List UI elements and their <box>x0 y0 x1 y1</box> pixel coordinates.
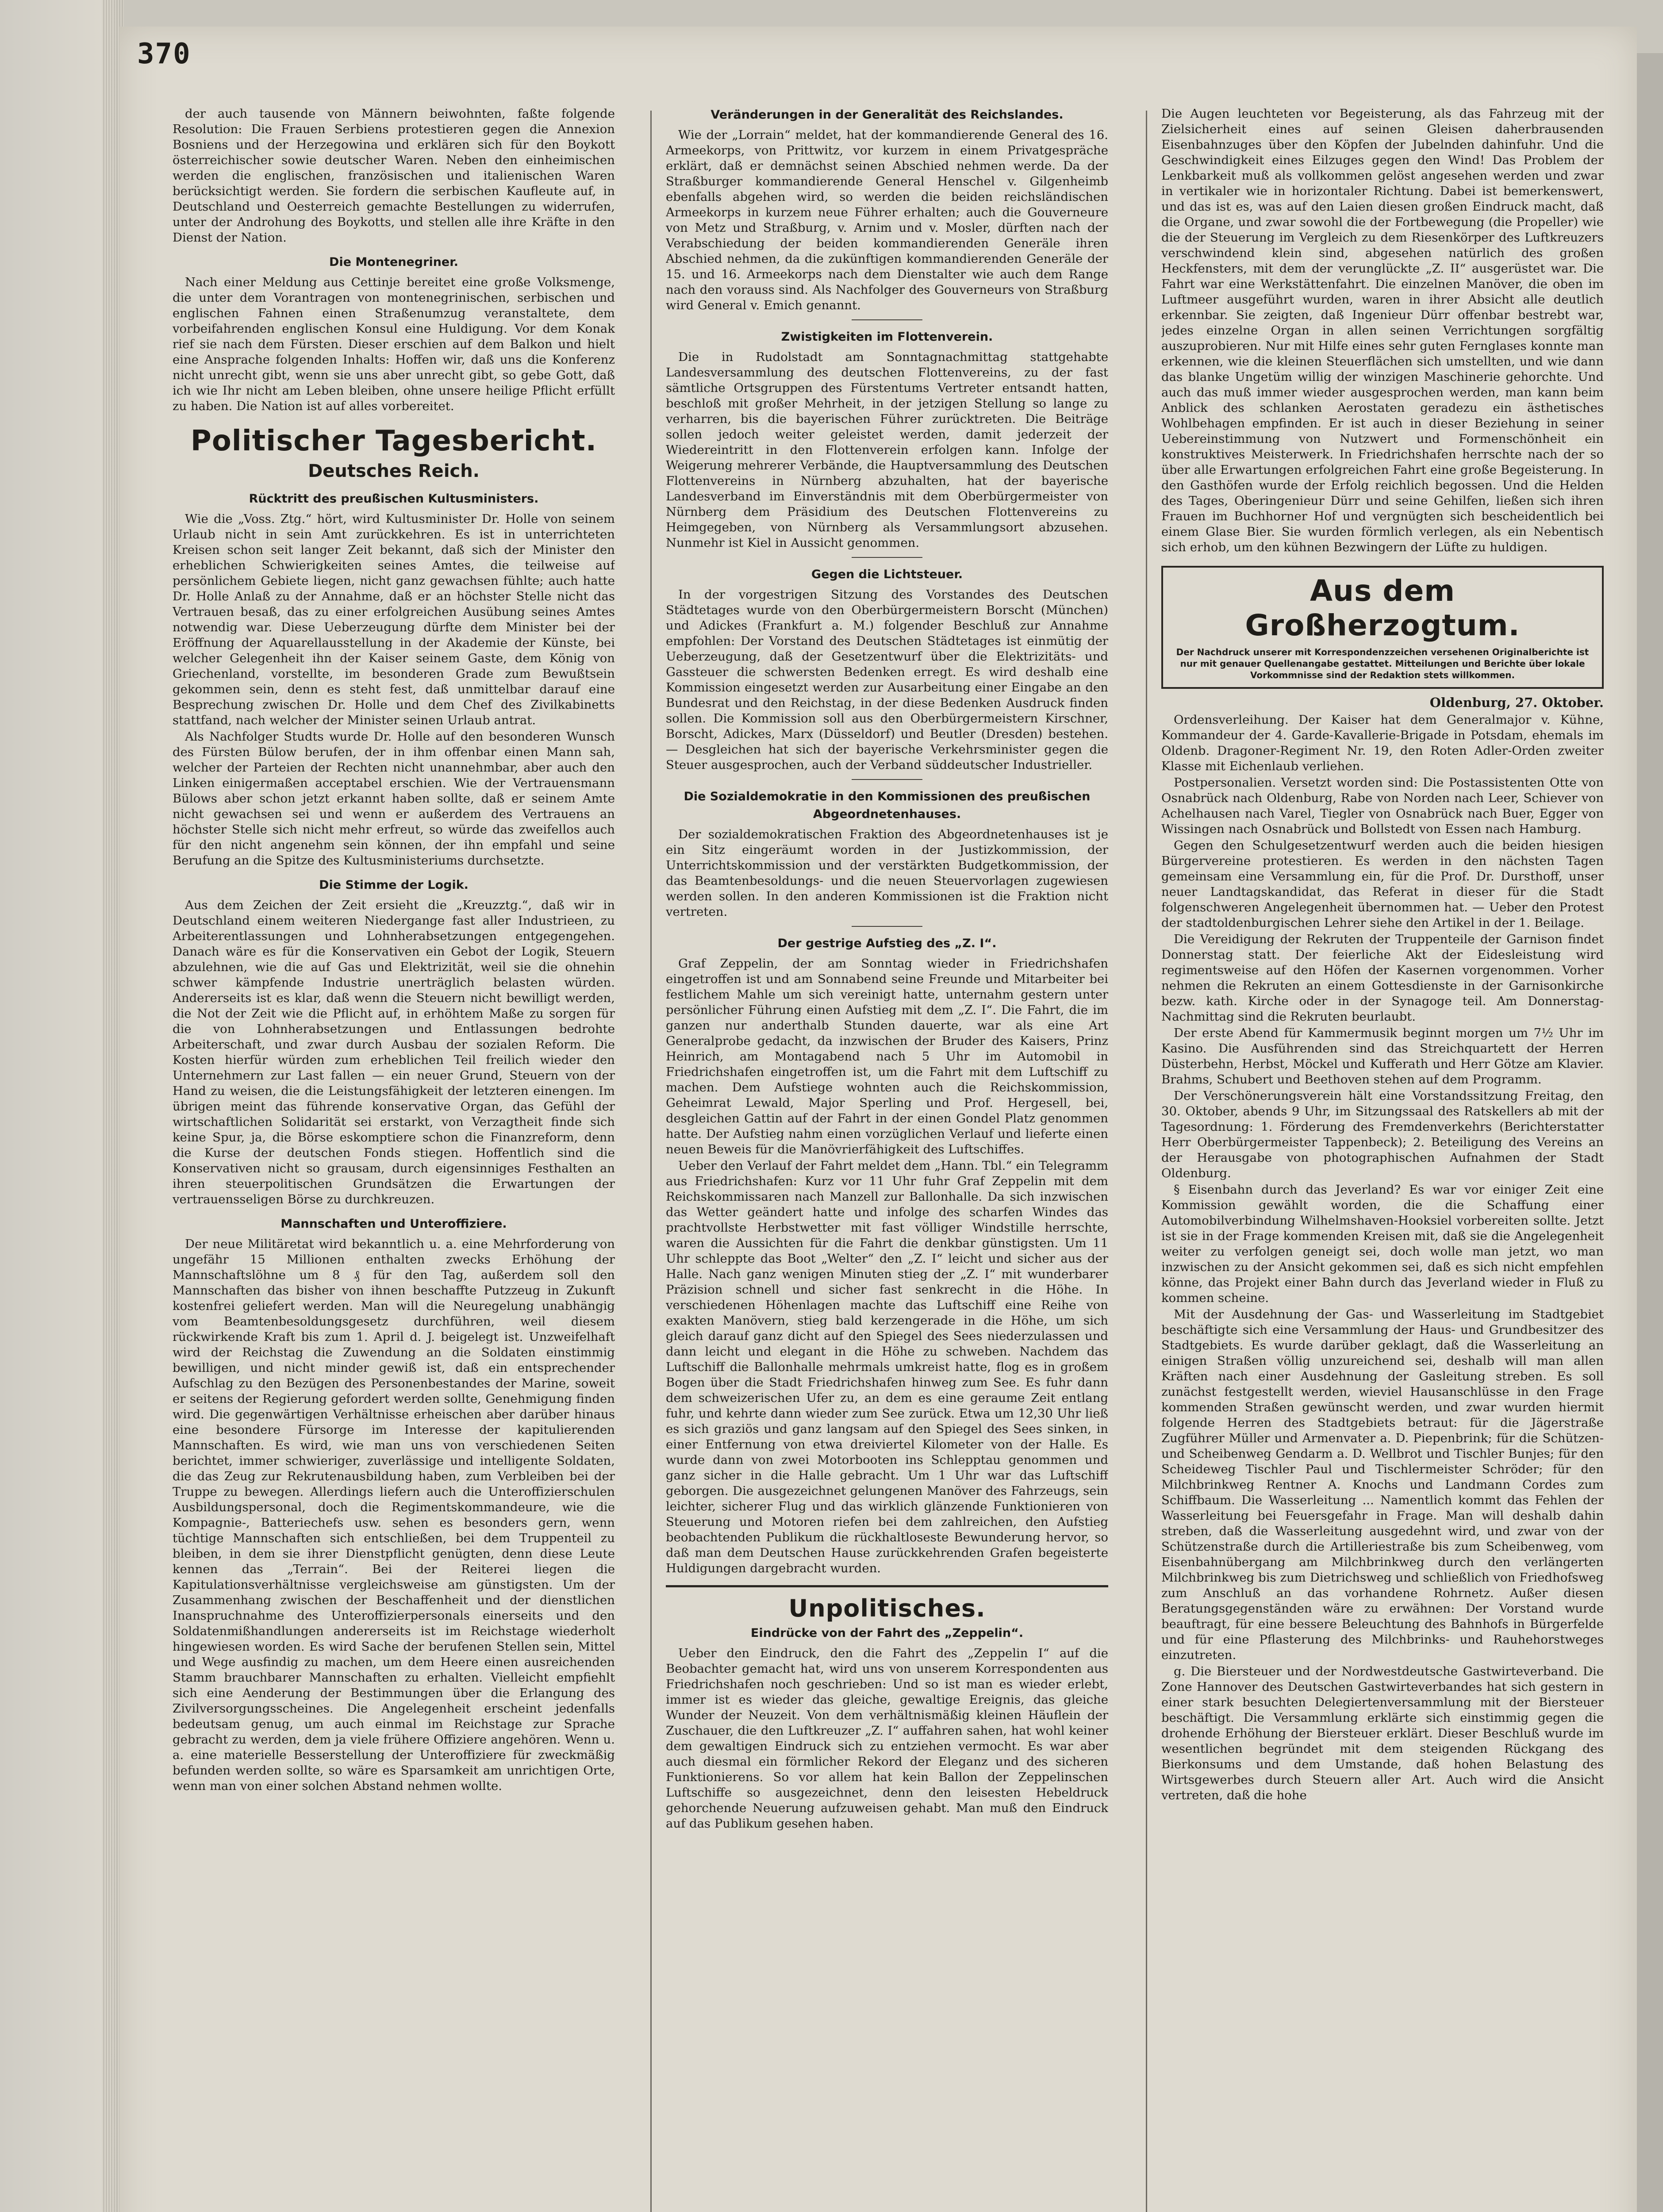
section-title-lichtsteuer: Gegen die Lichtsteuer. <box>811 568 963 581</box>
biersteuer-paragraph: g. Die Biersteuer und der Nordwestdeutsche Gastwirteverband. Die Zone Hannover des Deutschen Gastwirteverbandes hat sich gestern in einer stark besuchten Delegiertenversammlung mit der Biersteuer beschäftigt. Die Versammlung erklärte sich einstimmig gegen die drohende Erhöhung der Biersteuer erklärt. Dieser Beschluß wurde im wesentlichen begründet mit dem steigenden Rückgang des Bierkonsums und dem Umstande, daß hohen Belastung des Wirtsgewerbes durch Steuern aller Art. Auch wird die Ansicht vertreten, daß die hohe <box>1161 1664 1604 1802</box>
eisenbahn-paragraph: § Eisenbahn durch das Jeverland? Es war vor einiger Zeit eine Kommission gewählt worden, die die Schaffung einer Automobilverbindung Wilhelmshaven-Hooksiel vorbereiten sollte. Jetzt ist sie in der Frage kommenden Kreisen mit, daß sie die Angelegenheit weiter zu verfolgen geneigt sei, doch wolle man jetzt, wo man inzwischen zu der Ansicht gekommen sei, daß es sich nicht empfehlen könne, das Projekt einer Bahn durch das Jeverland wieder in Fluß zu kommen scheine. <box>1161 1183 1604 1305</box>
zeppelin-continued-paragraph: Die Augen leuchteten vor Begeisterung, als das Fahrzeug mit der Zielsicherheit eines auf seinen Gleisen daherbrausenden Eisenbahnzuges über den Köpfen der Jubelnden dahinfuhr. Und die Geschwindigkeit eines Eilzuges gegen den Wind! Das Problem der Lenkbarkeit muß als vollkommen gelöst angesehen werden und zwar in vertikaler wie in horizontaler Richtung. Dabei ist bemerkenswert, und das ist es, was auf den Laien diesen großen Eindruck macht, daß die Organe, und zwar sowohl die der Fortbewegung (die Propeller) wie die der Steuerung im Vergleich zu dem Riesenkörper des Luftkreuzers verschwindend klein sind, abgesehen natürlich des großen Heckfensters, mit dem der verunglückte „Z. II“ ausgerüstet war. Die Fahrt war eine Werkstättenfahrt. Die einzelnen Manöver, die oben im Luftmeer ausgeführt wurden, waren in ihrer Absicht alle deutlich erkennbar. Sie zeigten, daß Ingenieur Dürr offenbar bestrebt war, jedes einzelne Organ in allen seinen Verrichtungen sorgfältig auszuprobieren. Nur mit Hilfe eines sehr guten Fernglases konnte man erkennen, wie die kleinen Steuerflächen sich umstellten, und wie dann das blanke Ungetüm willig der winzigen Maschinerie gehorchte. Und auch das muß immer wieder ausgesprochen werden, man kann beim Anblick des schlanken Aerostaten geradezu ein ästhetisches Wohlbehagen empfinden. Er ist auch in dieser Beziehung in seiner Uebereinstimmung von Nutzwert und Formenschönheit ein konstruktives Meisterwerk. In Friedrichshafen herrschte nach der so über alle Erwartungen erfolgreichen Fahrt eine große Begeisterung. In den Gasthöfen wurde der Erfolg reichlich begossen. Und die Helden des Tages, Oberingenieur Dürr und seine Gehilfen, ließen sich ihren Frauen im Buchhorner Hof und vergnügten sich bescheidentlich bei einem Glase Bier. Sie wurden förmlich verlegen, als ein Nebentisch sich erhob, um den kühnen Bezwingern der Lüfte zu huldigen. <box>1161 107 1604 554</box>
eindruecke-paragraph: Ueber den Eindruck, den die Fahrt des „Zeppelin I“ auf die Beobachter gemacht hat, wird uns von unserem Korrespondenten aus Friedrichshafen noch geschrieben: Und so ist man es wieder erlebt, immer ist es wieder das gleiche, gewaltige Ereignis, das gleiche Wunder der Neuzeit. Von dem verhältnismäßig kleinen Häuflein der Zuschauer, die den Luftkreuzer „Z. I“ auffahren sahen, hat wohl keiner dem gewaltigen Eindruck sich zu entziehen vermocht. Es war aber auch diesmal ein förmlicher Rekord der Eleganz und des sicheren Funktionierens. So vor allem hat kein Ballon der Zeppelinschen Luftschiffe so ausgezeichnet, denn den leisesten Hebeldruck gehorchende Neuerung aufzuweisen gehabt. Man muß den Eindruck auf das Publikum gesehen haben. <box>666 1646 1108 1831</box>
aufstieg-paragraph-1: Graf Zeppelin, der am Sonntag wieder in Friedrichshafen eingetroffen ist und am Sonnabend seine Freunde und Mitarbeiter bei festlichem Mahle um sich vereinigt hatte, unternahm gestern unter persönlicher Führung einen Aufstieg mit dem „Z. I“. Die Fahrt, die im ganzen nur anderthalb Stunden dauerte, war als eine Art Generalprobe gedacht, da inzwischen der Bruder des Kaisers, Prinz Heinrich, am Montagabend nach 5 Uhr im Automobil in Friedrichshafen eingetroffen ist, um die Fahrt mit dem Luftschiff zu machen. Dem Aufstiege wohnten auch die Reichskommission, Geheimrat Lewald, Major Sperling und Prof. Hergesell, bei, desgleichen Gattin auf der Fahrt in der einen Gondel Platz genommen hatte. Der Aufstieg nahm einen vorzüglichen Verlauf und lieferte einen neuen Beweis für die Manövrierfähigkeit des Luftschiffes. <box>666 956 1108 1156</box>
lichtsteuer-paragraph: In der vorgestrigen Sitzung des Vorstandes des Deutschen Städtetages wurde von den Oberbürgermeistern Borscht (München) und Adickes (Frankfurt a. M.) folgender Beschluß zur Annahme empfohlen: Der Vorstand des Deutschen Städtetages ist einmütig der Ueberzeugung, daß der Gesetzentwurf über die Elektrizitäts- und Gassteuer die schwersten Bedenken erregt. Es wird deshalb eine Kommission eingesetzt werden zur Ausarbeitung einer Eingabe an den Bundesrat und den Reichstag, in der diese Bedenken Ausdruck finden sollen. Die Kommission soll aus den Oberbürgermeistern Kirschner, Borscht, Adickes, Marx (Düsseldorf) und Beutler (Dresden) bestehen. — Desgleichen hat sich der bayerische Verkehrsminister gegen die Steuer ausgesprochen, auch der Verband süddeutscher Industrieller. <box>666 588 1108 772</box>
unpolitisches-headline: Unpolitisches. <box>788 1594 986 1622</box>
unteroffiziere-paragraph: Der neue Militäretat wird bekanntlich u. a. eine Mehrforderung von ungefähr 15 Millionen enthalten zwecks Erhöhung der Mannschaftslöhne um 8 ₰ für den Tag, außerdem soll den Mannschaften das bisher von ihnen beschaffte Putzzeug in Zukunft kostenfrei geliefert werden. Man will die Neuregelung unabhängig vom Beamtenbesoldungsgesetz durchführen, weil diesem rückwirkende Kraft bis zum 1. April d. J. beigelegt ist. Unzweifelhaft wird der Reichstag die Zuwendung an die Soldaten einstimmig bewilligen, und nicht minder gewiß ist, daß ein entsprechender Aufschlag zu den Bezügen des Personenbestandes der Marine, soweit er seitens der Regierung gefordert werden sollte, Genehmigung finden wird. Die gegenwärtigen Verhältnisse erheischen aber darüber hinaus eine besondere Fürsorge im Interesse der kapitulierenden Mannschaften. Es wird, wie man uns von verschiedenen Seiten berichtet, immer schwieriger, zuverlässige und intelligente Soldaten, die das Zeug zur Rekrutenausbildung haben, zum Verbleiben bei der Truppe zu bewegen. Allerdings liefern auch die Unteroffizierschulen Ausbildungspersonal, doch die Regimentskommandeure, wie die Kompagnie-, Batteriechefs usw. sehen es besonders gern, wenn tüchtige Mannschaften sich entschließen, bei dem Truppenteil zu bleiben, in dem sie ihrer Dienstpflicht genügten, denn diese Leute kennen das „Terrain“. Bei der Reiterei liegen die Kapitulationsverhältnisse vergleichsweise am günstigsten. Um der Zusammenhang zwischen der Beschaffenheit und der dienstlichen Inanspruchnahme des Unteroffizierpersonals einerseits und den Soldatenmißhandlungen andererseits ist im Reichstage wiederholt hingewiesen worden. Es wird Sache der berufenen Stellen sein, Mittel und Wege ausfindig zu machen, um dem Heere einen ausreichenden Stamm brauchbarer Mannschaften zu erhalten. Vielleicht empfiehlt sich eine Aenderung der Bestimmungen über die Erlangung des Zivilversorgungsscheines. Die Angelegenheit erscheint jedenfalls bedeutsam genug, um auch einmal im Reichstage zur Sprache gebracht zu werden, dem ja viele frühere Offiziere angehören. Wenn u. a. eine materielle Besserstellung der Unteroffiziere für zweckmäßig befunden werden sollte, so wäre es Sparsamkeit am unrichtigen Orte, wenn man von einer solchen Abstand nehmen wollte. <box>173 1237 615 1793</box>
column-divider <box>1146 111 1147 2212</box>
verschoenerung-paragraph: Der Verschönerungsverein hält eine Vorstandssitzung Freitag, den 30. Oktober, abends 9 Uhr, im Sitzungssaal des Ratskellers ab mit der Tagesordnung: 1. Förderung des Fremdenverkehrs (Berichterstatter Herr Oberbürgermeister Tappenbeck); 2. Beteiligung des Vereins an der Herausgabe von photographischen Aufnahmen der Stadt Oldenburg. <box>1161 1089 1604 1180</box>
section-title-flottenverein: Zwistigkeiten im Flottenverein. <box>781 330 993 344</box>
sozialdemokratie-paragraph: Der sozialdemokratischen Fraktion des Abgeordnetenhauses ist je ein Sitz eingeräumt worden in der Justizkommission, der Unterrichtskommission und der verstärkten Budgetkommission, der das Beamtenbesoldungs- und die neuen Steuervorlagen zugewiesen werden sollen. In den anderen Kommissionen ist die Fraktion nicht vertreten. <box>666 827 1108 919</box>
section-divider-thick <box>666 1585 1108 1587</box>
reprint-notice: Der Nachdruck unserer mit Korrespondenzzeichen versehenen Originalberichte ist nur mit genauer Quellenangabe gestattet. Mitteilungen und Berichte über lokale Vorkommnisse sind der Redaktion stets willkommen. <box>1176 647 1589 680</box>
page-number: 370 <box>137 38 191 70</box>
section-title-montenegriner: Die Montenegriner. <box>329 255 458 269</box>
orden-paragraph: Ordensverleihung. Der Kaiser hat dem Generalmajor v. Kühne, Kommandeur der 4. Garde-Kavallerie-Brigade in Potsdam, ehemals im Oldenb. Dragoner-Regiment Nr. 19, den Roten Adler-Orden zweiter Klasse mit Eichenlaub verliehen. <box>1161 713 1604 773</box>
section-title-unteroffiziere: Mannschaften und Unteroffiziere. <box>280 1217 507 1231</box>
section-title-logik: Die Stimme der Logik. <box>319 878 469 892</box>
divider-rule <box>852 319 922 320</box>
column-2 <box>666 106 1108 2212</box>
section-title-sozialdemokratie: Die Sozialdemokratie in den Kommissionen des preußischen Abgeordnetenhauses. <box>684 790 1091 821</box>
dateline: Oldenburg, 27. Oktober. <box>1429 695 1604 710</box>
divider-rule <box>852 779 922 780</box>
kultusminister-paragraph-1: Wie die „Voss. Ztg.“ hört, wird Kultusminister Dr. Holle von seinem Urlaub nicht in sein Amt zurückkehren. Es ist in unterrichteten Kreisen schon seit langer Zeit bekannt, daß sich der Minister den erheblichen Schwierigkeiten seines Amtes, die teilweise auf persönlichem Gebiete liegen, nicht ganz gewachsen fühlte; auch hatte Dr. Holle Anlaß zu der Annahme, daß er an höchster Stelle nicht das Vertrauen besaß, das zu einer erfolgreichen Ausübung seines Amtes notwendig war. Diese Ueberzeugung dürfte dem Minister bei der Eröffnung der Aquarellausstellung in der Akademie der Künste, bei welcher Gelegenheit ihn der Kaiser seinem Gaste, dem König von Griechenland, vorstellte, im besonderen Grade zum Bewußtsein gekommen sein, denn es steht fest, daß unmittelbar darauf eine Besprechung zwischen Dr. Holle und dem Chef des Zivilkabinetts stattfand, nach welcher der Minister seinen Urlaub antrat. <box>173 512 615 727</box>
scan-background-left <box>0 0 115 2212</box>
column-divider <box>650 111 652 2212</box>
vereidigung-paragraph: Die Vereidigung der Rekruten der Truppenteile der Garnison findet Donnerstag statt. Der feierliche Akt der Eidesleistung wird regimentsweise auf den Höfen der Kasernen vorgenommen. Vorher nehmen die Rekruten an einem Gottesdienste in der Garnisonkirche bezw. kath. Kirche oder in der Synagoge teil. Am Donnerstag-Nachmittag sind die Rekruten beurlaubt. <box>1161 932 1604 1024</box>
kammermusik-paragraph: Der erste Abend für Kammermusik beginnt morgen um 7½ Uhr im Kasino. Die Ausführenden sind das Streichquartett der Herren Düsterbehn, Herbst, Möckel und Kufferath und Herr Götze am Klavier. Brahms, Schubert und Beethoven stehen auf dem Programm. <box>1161 1026 1604 1087</box>
grossherzogtum-headline: Aus dem Großherzogtum. <box>1245 574 1520 642</box>
sub-headline: Deutsches Reich. <box>308 461 480 481</box>
serbian-resolution-paragraph: der auch tausende von Männern beiwohnten, faßte folgende Resolution: Die Frauen Serbiens protestieren gegen die Annexion Bosniens und der Herzegowina und erklären sich für den Boykott österreichischer sowie deutscher Waren. Neben den einheimischen werden die englischen, französischen und italienischen Waren berücksichtigt werden. Sie fordern die serbischen Kaufleute auf, in Deutschland und Oesterreich gemachte Bestellungen zu widerrufen, unter der Androhung des Boykotts, und stellen alle ihre Kräfte in den Dienst der Nation. <box>173 107 615 245</box>
gas-wasser-paragraph: Mit der Ausdehnung der Gas- und Wasserleitung im Stadtgebiet beschäftigte sich eine Versammlung der Haus- und Grundbesitzer des Stadtgebiets. Es wurde darüber geklagt, daß die Wasserleitung an einigen Straßen völlig unzureichend sei, deshalb will man allen Kräften nach einer Ausdehnung der Gasleitung streben. Es soll zunächst festgestellt werden, wieviel Hausanschlüsse in den Frage kommenden Straßen gewünscht werden, und zwar wurden hiermit folgende Herren des Stadtgebiets betraut: für die Jägerstraße Zugführer Müller und Armenvater a. D. Piepenbrink; für die Schützen- und Scheibenweg Gendarm a. D. Wellbrot und Tischler Bunjes; für den Scheideweg Tischler Paul und Tischlermeister Schröder; für den Milchbrinkweg Rentner A. Knochs und Landmann Cordes zum Schiffbaum. Die Wasserleitung ... Namentlich kommt das Fehlen der Wasserleitung bei Feuersgefahr in Frage. Man will deshalb dahin streben, daß die Wasserleitung ausgedehnt wird, und zwar von der Schützenstraße durch die Artilleriestraße bis zum Scheibenweg, vom Eisenbahnübergang am Milchbrinkweg durch den verlängerten Milchbrinkweg bis zum Dietrichsweg und schließlich von Friedhofsweg zum Anschluß an das vorhandene Rohrnetz. Außer diesen Beratungsgegenständen wäre zu erwähnen: Der Vorstand wurde beauftragt, für eine bessere Beleuchtung des Bahnhofs in Bürgerfelde und für eine Pflasterung des Milchbrinks- und Rauhehorstweges einzutreten. <box>1161 1307 1604 1662</box>
montenegriner-paragraph: Nach einer Meldung aus Cettinje bereitet eine große Volksmenge, die unter dem Vorantragen von montenegrinischen, serbischen und englischen Fahnen einen Straßenumzug veranstaltete, dem vorbeifahrenden englischen Konsul eine Huldigung. Vor dem Konak rief sie nach dem Fürsten. Dieser erschien auf dem Balkon und hielt eine Ansprache folgenden Inhalts: Hoffen wir, daß uns die Konferenz nicht unrecht gibt, wenn sie uns aber unrecht gibt, so gebe Gott, daß ich wie Ihr nicht am Leben bleiben, ohne unsere heilige Pflicht erfüllt zu haben. Die Nation ist auf alles vorbereitet. <box>173 275 615 413</box>
grossherzogtum-header-box <box>1161 566 1604 689</box>
section-title-generalitaet: Veränderungen in der Generalität des Reichslandes. <box>711 108 1064 122</box>
section-title-aufstieg: Der gestrige Aufstieg des „Z. I“. <box>777 937 997 950</box>
flottenverein-paragraph: Die in Rudolstadt am Sonntagnachmittag stattgehabte Landesversammlung des deutschen Flottenvereins, zu der fast sämtliche Ortsgruppen des Fürstentums Vertreter entsandt hatten, beschloß mit großer Mehrheit, in der jetzigen Stellung so lange zu verharren, bis die bayerischen Führer zurücktreten. Die Beiträge sollen jedoch weiter geleistet werden, damit jederzeit der Wiedereintritt in den Flottenverein erfolgen kann. Infolge der Weigerung mehrerer Verbände, die Hauptversammlung des Deutschen Flottenvereins in Nürnberg abzuhalten, hat der bayerische Landesverband im Einverständnis mit dem Oberbürgermeister von Nürnberg dem Präsidium des Deutschen Flottenvereins zu Heimgegeben, von Nürnberg als Versammlungsort abzusehen. Nunmehr ist Kiel in Aussicht genommen. <box>666 350 1108 550</box>
kultusminister-paragraph-2: Als Nachfolger Studts wurde Dr. Holle auf den besonderen Wunsch des Fürsten Bülow berufen, der in ihm offenbar einen Mann sah, welcher der Parteien der Rechten nicht unannehmbar, aber auch den Linken einigermaßen acceptabel erschien. Wie der Vertrauensmann Bülows aber schon jetzt erkannt haben sollte, daß er seinem Amte nicht gewachsen sei und wenn er außerdem des Vertrauens an höchster Stelle sich nicht mehr erfreut, so würde das zweifellos auch für den nicht angenehm sein können, der ihn empfahl und seine Berufung an die Spitze des Kultusministeriums durchsetzte. <box>173 730 615 868</box>
column-1 <box>173 106 615 2212</box>
generalitaet-paragraph: Wie der „Lorrain“ meldet, hat der kommandierende General des 16. Armeekorps, von Prittwitz, vor kurzem in einem Privatgespräche erklärt, daß er demnächst seinen Abschied nehmen werde. Da der Straßburger kommandierende General Henschel v. Gilgenheimb ebenfalls abgehen wird, so werden die beiden reichsländischen Armeekorps in kurzem neue Führer erhalten; auch die Gouverneure von Metz und Straßburg, v. Arnim und v. Mosler, dürften nach der Verabschiedung der beiden kommandierenden Generäle ihren Abschied nehmen, da die zukünftigen kommandierenden Generäle der 15. und 16. Armeekorps nach dem Dienstalter wie auch dem Range nach den vorauss sind. Als Nachfolger des Gouverneurs von Straßburg wird General v. Emich genannt. <box>666 128 1108 312</box>
scan-background-right <box>1637 53 1663 2212</box>
schulgesetz-paragraph: Gegen den Schulgesetzentwurf werden auch die beiden hiesigen Bürgervereine protestieren. Es werden in den nächsten Tagen gemeinsam eine Versammlung ein, für die Prof. Dr. Dursthoff, unser neuer Landtagskandidat, das Referat in dieser für die Stadt folgenschweren Angelegenheit übernommen hat. — Ueber den Protest der stadtoldenburgischen Lehrer siehe den Artikel in der 1. Beilage. <box>1161 838 1604 930</box>
divider-rule <box>852 926 922 927</box>
column-3 <box>1161 106 1604 2212</box>
section-title-kultusminister: Rücktritt des preußischen Kultusministers. <box>249 492 539 506</box>
postpersonalien-paragraph: Postpersonalien. Versetzt worden sind: Die Postassistenten Otte von Osnabrück nach Oldenburg, Rabe von Norden nach Leer, Schiever von Achelhausen nach Varel, Tiegler von Osnabrück nach Buer, Egger von Wissingen nach Osnabrück und Bollstedt von Essen nach Hamburg. <box>1161 776 1604 836</box>
logik-paragraph: Aus dem Zeichen der Zeit ersieht die „Kreuzztg.“, daß wir in Deutschland einem weiteren Niedergange fast aller Industrieen, zu Arbeiterentlassungen und Lohnherabsetzungen entgegengehen. Danach wäre es für die Konservativen ein Gebot der Logik, Steuern abzulehnen, wie die auf Gas und Elektrizität, weil sie die ohnehin schwer kämpfende Industrie unerträglich belasten würden. Andererseits ist es klar, daß wenn die Steuern nicht bewilligt werden, die Not der Zeit wie die Pflicht auf, in erhöhtem Maße zu sorgen für die von Lohnherabsetzungen und Entlassungen bedrohte Arbeiterschaft, und zwar durch Ausbau der sozialen Reform. Die Kosten hierfür würden zum erheblichen Teil freilich wieder den Unternehmern zur Last fallen — ein neuer Grund, Steuern von der Hand zu weisen, die die Leistungsfähigkeit der letzteren einengen. Im übrigen meint das führende konservative Organ, das Gefühl der wirtschaftlichen Solidarität sei erstarkt, von Verzagtheit finde sich keine Spur, ja, die Börse eskomptiere schon die Finanzreform, denn die Kurse der deutschen Fonds stiegen. Hoffentlich sind die Konservativen nicht so grausam, durch eigensinniges Festhalten an ihren steuerpolitischen Grundsätzen die Erwartungen der vertrauensseligen Börse zu durchkreuzen. <box>173 898 615 1206</box>
section-title-eindruecke: Eindrücke von der Fahrt des „Zeppelin“. <box>750 1626 1024 1640</box>
aufstieg-paragraph-2: Ueber den Verlauf der Fahrt meldet dem „Hann. Tbl.“ ein Telegramm aus Friedrichshafen: Kurz vor 11 Uhr fuhr Graf Zeppelin mit dem Reichskommissaren nach Manzell zur Ballonhalle. Da sich inzwischen das Wetter geändert hatte und infolge des scharfen Windes das prachtvollste Herbstwetter mit fast völliger Windstille herrschte, waren die Aussichten für die Fahrt die denkbar günstigsten. Um 11 Uhr schleppte das Boot „Welter“ den „Z. I“ leicht und sicher aus der Halle. Nach ganz wenigen Minuten stieg der „Z. I“ mit wunderbarer Präzision schnell und sicher fast senkrecht in die Höhe. In verschiedenen Höhenlagen machte das Luftschiff eine Reihe von exakten Manövern, stieg bald kerzengerade in die Höhe, um sich gleich darauf ganz dicht auf den Spiegel des Sees niederzulassen und dann leicht und elegant in die Höhe zu schweben. Nachdem das Luftschiff die Ballonhalle mehrmals umkreist hatte, flog es in großem Bogen über die Stadt Friedrichshafen hinweg zum See. Es fuhr dann dem schweizerischen Ufer zu, an dem es eine geraume Zeit entlang fuhr, und kehrte dann wieder zum See zurück. Etwa um 12,30 Uhr ließ es sich graziös und ganz langsam auf den Spiegel des Sees sinken, in einer Entfernung von etwa dreiviertel Kilometer von der Halle. Es wurde dann von zwei Motorbooten ins Schlepptau genommen und ganz sicher in die Halle gebracht. Um 1 Uhr war das Luftschiff geborgen. Die ausgezeichnet gelungenen Manöver des Fahrzeugs, sein leichter, sicherer Flug und das wirklich glänzende Funktionieren von Steuerung und Motoren riefen bei dem zahlreichen, den Aufstieg beobachtenden Publikum die rückhaltloseste Bewunderung hervor, so daß man dem Deutschen Hause zurückkehrenden Grafen begeisterte Huldigungen dargebracht wurden. <box>666 1159 1108 1575</box>
divider-rule <box>852 557 922 558</box>
main-headline: Politischer Tagesbericht. <box>190 425 597 457</box>
